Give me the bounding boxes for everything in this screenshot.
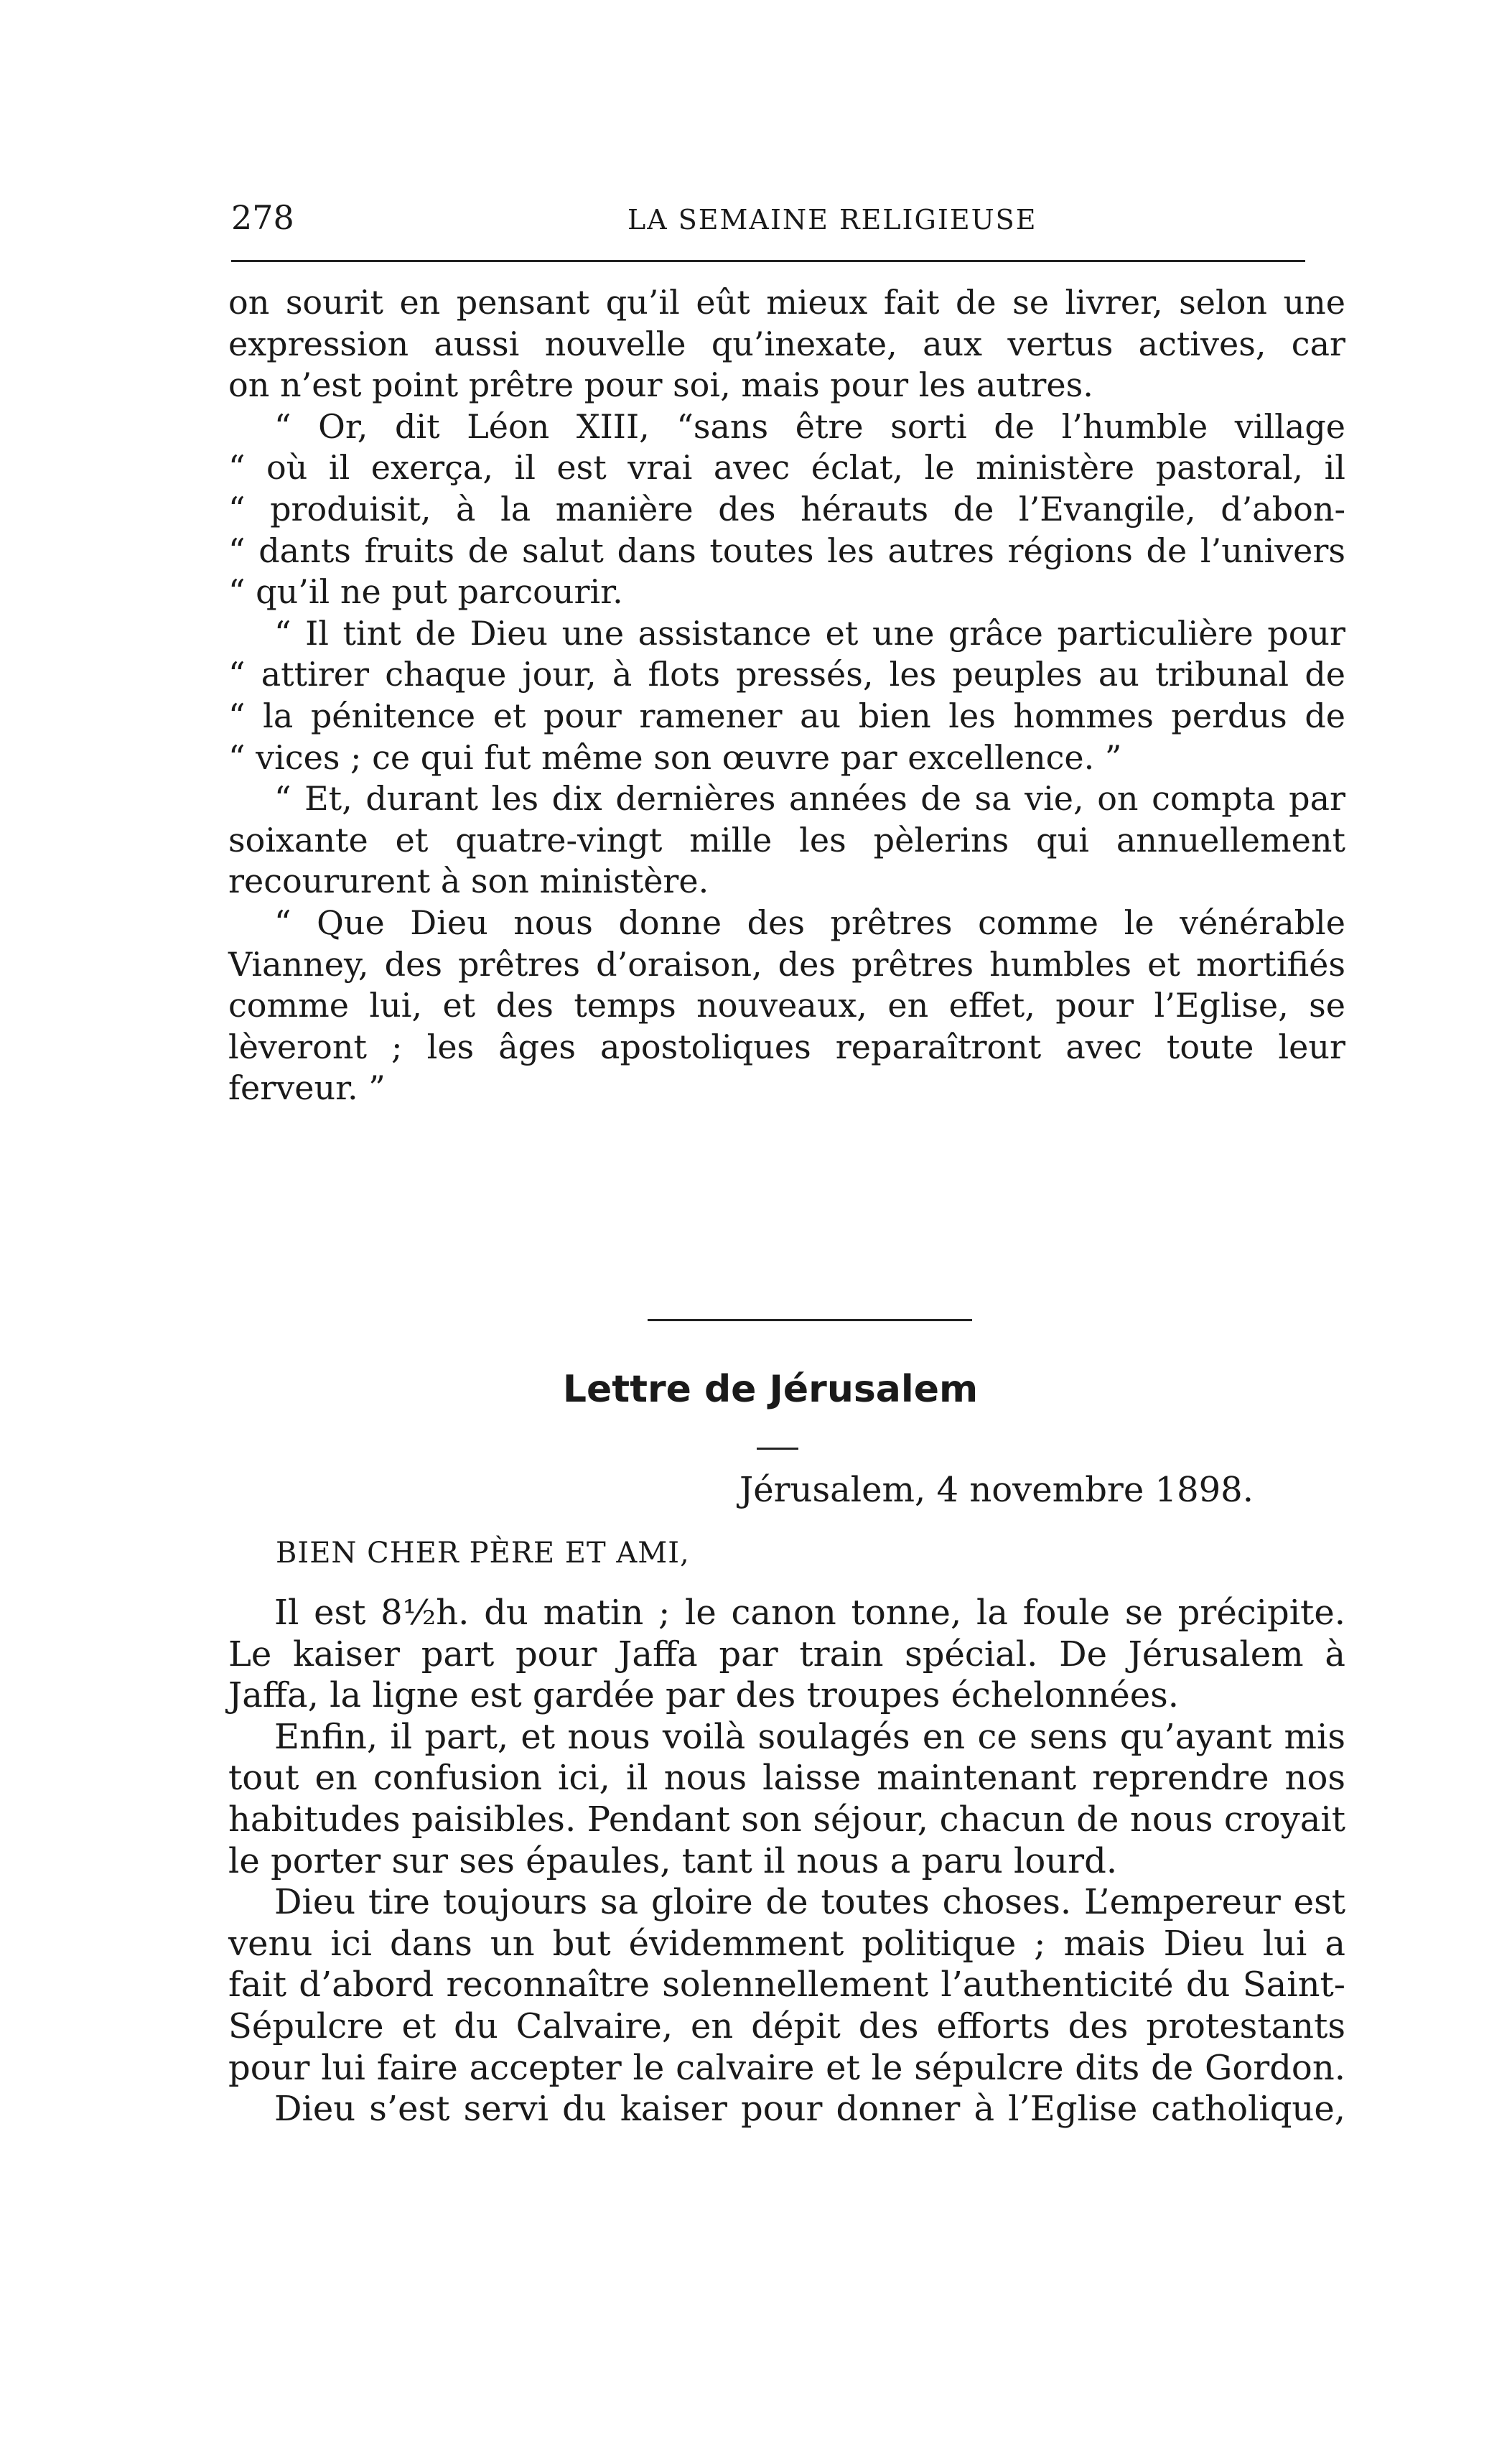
text-line: “ où il exerça, il est vrai avec éclat, le ministère pastoral, il [228,448,1345,488]
section-divider [648,1319,972,1321]
text-line: “ Il tint de Dieu une assistance et une grâce particulière pour [274,613,1345,653]
title-dash [757,1448,798,1450]
text-line: ferveur. ” [228,1068,386,1108]
text-line: Dieu s’est servi du kaiser pour donner à l’Eglise catholique, [274,2089,1345,2130]
text-line: le porter sur ses épaules, tant il nous a paru lourd. [228,1840,1118,1881]
text-line: Le kaiser part pour Jaffa par train spécial. De Jérusalem à [228,1634,1345,1674]
text-line: Enfin, il part, et nous voilà soulagés en ce sens qu’ayant mis [274,1716,1345,1757]
text-line: tout en confusion ici, il nous laisse maintenant reprendre nos [228,1758,1345,1799]
text-line: pour lui faire accepter le calvaire et le sépulcre dits de Gordon. [228,2047,1345,2088]
section-title: Lettre de Jérusalem [562,1368,979,1411]
page-header [231,192,1344,250]
text-line: “ produisit, à la manière des hérauts de l’Evangile, d’abon- [228,489,1345,528]
text-line: recoururent à son ministère. [228,862,709,901]
letter-salutation: BIEN CHER PÈRE ET AMI, [276,1537,690,1570]
text-line: “ attirer chaque jour, à flots pressés, les peuples au tribunal de [228,655,1345,694]
text-line: Vianney, des prêtres d’oraison, des prêtres humbles et mortifiés [228,944,1345,984]
letter-dateline: Jérusalem, 4 novembre 1898. [739,1470,1254,1510]
text-line: Jaffa, la ligne est gardée par des troupes échelonnées. [228,1675,1180,1716]
text-line: comme lui, et des temps nouveaux, en effet, pour l’Eglise, se [228,986,1345,1025]
text-line: “ vices ; ce qui fut même son œuvre par excellence. ” [228,737,1122,777]
letter-body [228,1593,1345,2130]
text-line: “ dants fruits de salut dans toutes les autres régions de l’univers [228,531,1345,570]
text-line: “ Or, dit Léon XIII, “sans être sorti de l’humble village [274,406,1345,446]
text-line: “ Que Dieu nous donne des prêtres comme le vénérable [274,903,1345,942]
text-line: on sourit en pensant qu’il eût mieux fait de se livrer, selon une [228,283,1345,322]
text-line: on n’est point prêtre pour soi, mais pour les autres. [228,365,1093,405]
running-title: LA SEMAINE RELIGIEUSE [627,204,1037,236]
text-line: soixante et quatre-vingt mille les pèlerins qui annuellement [228,820,1345,859]
text-line: habitudes paisibles. Pendant son séjour, chacun de nous croyait [228,1799,1345,1840]
text-line: “ Et, durant les dix dernières années de sa vie, on compta par [274,779,1345,819]
text-line: Il est 8½h. du matin ; le canon tonne, la foule se précipite. [274,1593,1345,1633]
header-rule [231,260,1305,262]
page-number: 278 [231,198,294,237]
text-line: Dieu tire toujours sa gloire de toutes choses. L’empereur est [274,1882,1345,1923]
text-line: “ la pénitence et pour ramener au bien les hommes perdus de [228,696,1345,735]
text-line: lèveront ; les âges apostoliques reparaîtront avec toute leur [228,1027,1345,1066]
text-line: “ qu’il ne put parcourir. [228,572,623,612]
text-line: expression aussi nouvelle qu’inexate, aux vertus actives, car [228,324,1345,363]
text-line: venu ici dans un but évidemment politique ; mais Dieu lui a [228,1923,1345,1964]
text-line: fait d’abord reconnaître solennellement l’authenticité du Saint- [228,1965,1345,2005]
text-line: Sépulcre et du Calvaire, en dépit des efforts des protestants [228,2005,1345,2046]
article-continuation [228,282,1345,1109]
